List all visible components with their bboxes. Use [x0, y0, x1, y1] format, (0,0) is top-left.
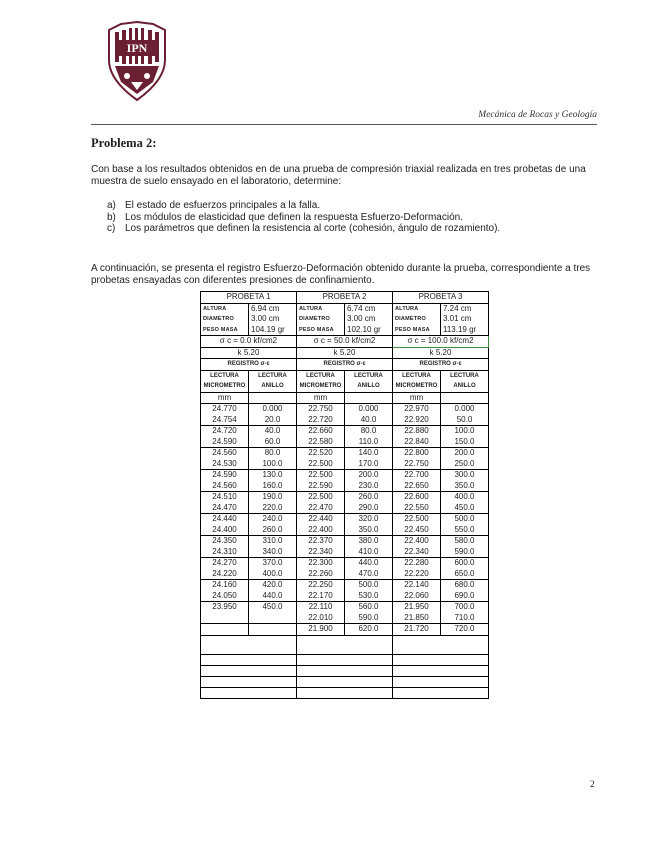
empty-table-row — [201, 676, 489, 687]
micrometro-cell: 22.750 — [297, 404, 345, 415]
micrometro-label: MICROMETRO — [297, 381, 345, 392]
empty-cell — [297, 635, 393, 654]
anillo-cell: 620.0 — [345, 624, 393, 636]
micrometro-cell: 24.310 — [201, 547, 249, 558]
empty-cell — [393, 635, 489, 654]
k-value-1: k 5.20 — [201, 347, 297, 359]
micrometro-cell: 21.900 — [297, 624, 345, 636]
instrument-row — [201, 381, 489, 392]
anillo-cell: 50.0 — [441, 415, 489, 426]
empty-cell — [201, 665, 297, 676]
task-text: Los módulos de elasticidad que definen la respuesta Esfuerzo-Deformación. — [125, 211, 463, 223]
micrometro-cell: 22.500 — [393, 514, 441, 525]
micrometro-cell: 22.260 — [297, 569, 345, 580]
micrometro-cell: 24.220 — [201, 569, 249, 580]
table-row — [201, 437, 489, 448]
micrometro-cell: 24.770 — [201, 404, 249, 415]
micrometro-cell: 22.520 — [297, 448, 345, 459]
lectura-label: LECTURA — [201, 370, 249, 381]
table-row — [201, 415, 489, 426]
anillo-cell: 350.0 — [345, 525, 393, 536]
table-row — [201, 514, 489, 525]
reading-rows — [201, 404, 489, 636]
micrometro-cell: 22.060 — [393, 591, 441, 602]
task-list — [107, 200, 500, 235]
table-row — [201, 591, 489, 602]
empty-cell — [393, 687, 489, 698]
task-item — [107, 200, 500, 212]
anillo-cell: 150.0 — [441, 437, 489, 448]
unit-blank — [441, 392, 489, 404]
micrometro-cell: 21.720 — [393, 624, 441, 636]
anillo-cell: 470.0 — [345, 569, 393, 580]
micrometro-cell: 22.800 — [393, 448, 441, 459]
anillo-cell: 500.0 — [345, 580, 393, 591]
empty-cell — [201, 654, 297, 665]
sigma-c-2: σ c = 50.0 kf/cm2 — [297, 336, 393, 348]
altura-label: ALTURA — [201, 303, 249, 314]
anillo-cell: 680.0 — [441, 580, 489, 591]
empty-cell — [297, 676, 393, 687]
empty-table-row — [201, 665, 489, 676]
anillo-cell: 690.0 — [441, 591, 489, 602]
table-row — [201, 404, 489, 415]
lectura-row — [201, 370, 489, 381]
anillo-cell: 590.0 — [441, 547, 489, 558]
anillo-cell: 200.0 — [441, 448, 489, 459]
anillo-label: ANILLO — [441, 381, 489, 392]
page-number: 2 — [590, 780, 595, 790]
registro-label: REGISTRO σ-ε — [297, 359, 393, 371]
k-value-3: k 5.20 — [393, 347, 489, 359]
diametro-value-3: 3.01 cm — [441, 314, 489, 325]
anillo-cell: 550.0 — [441, 525, 489, 536]
anillo-cell: 590.0 — [345, 613, 393, 624]
lectura-label: LECTURA — [393, 370, 441, 381]
table-row — [201, 426, 489, 437]
anillo-cell: 440.0 — [249, 591, 297, 602]
empty-cell — [393, 665, 489, 676]
unit-mm: mm — [393, 392, 441, 404]
anillo-cell: 720.0 — [441, 624, 489, 636]
intro-paragraph: Con base a los resultados obtenidos en de una prueba de compresión triaxial realizada en tres probetas de una muestra de suelo ensayado en el laboratorio, determine: — [91, 164, 586, 187]
micrometro-cell: 22.140 — [393, 580, 441, 591]
empty-cell — [393, 676, 489, 687]
lectura-label: LECTURA — [441, 370, 489, 381]
anillo-cell: 20.0 — [249, 415, 297, 426]
micrometro-cell: 24.590 — [201, 470, 249, 481]
anillo-cell — [249, 624, 297, 636]
probeta-3-name: PROBETA 3 — [393, 292, 489, 304]
diametro-label: DIAMETRO — [201, 314, 249, 325]
anillo-cell: 650.0 — [441, 569, 489, 580]
micrometro-cell: 22.590 — [297, 481, 345, 492]
micrometro-cell: 22.250 — [297, 580, 345, 591]
sigma-c-3: σ c = 100.0 kf/cm2 — [393, 336, 489, 348]
anillo-cell: 0.000 — [345, 404, 393, 415]
empty-rows — [201, 635, 489, 698]
anillo-cell: 440.0 — [345, 558, 393, 569]
logo-text: IPN — [126, 41, 148, 55]
micrometro-cell: 21.850 — [393, 613, 441, 624]
task-label: a) — [107, 200, 116, 211]
anillo-cell: 420.0 — [249, 580, 297, 591]
table-row — [201, 525, 489, 536]
micrometro-cell: 22.840 — [393, 437, 441, 448]
unit-row — [201, 392, 489, 404]
header-divider — [91, 124, 597, 125]
anillo-cell: 350.0 — [441, 481, 489, 492]
anillo-cell: 700.0 — [441, 602, 489, 613]
altura-label: ALTURA — [393, 303, 441, 314]
micrometro-cell: 22.470 — [297, 503, 345, 514]
micrometro-cell — [201, 624, 249, 636]
registro-row — [201, 359, 489, 371]
anillo-cell: 340.0 — [249, 547, 297, 558]
altura-value-2: 6.74 cm — [345, 303, 393, 314]
peso-value-2: 102.10 gr — [345, 325, 393, 336]
empty-table-row — [201, 635, 489, 654]
empty-cell — [201, 676, 297, 687]
micrometro-cell: 24.510 — [201, 492, 249, 503]
micrometro-cell: 22.170 — [297, 591, 345, 602]
table-row — [201, 613, 489, 624]
anillo-cell: 240.0 — [249, 514, 297, 525]
micrometro-cell: 22.400 — [393, 536, 441, 547]
anillo-cell: 230.0 — [345, 481, 393, 492]
micrometro-cell: 24.350 — [201, 536, 249, 547]
micrometro-cell: 22.400 — [297, 525, 345, 536]
anillo-cell: 300.0 — [441, 470, 489, 481]
anillo-label: ANILLO — [345, 381, 393, 392]
anillo-cell: 600.0 — [441, 558, 489, 569]
altura-row — [201, 303, 489, 314]
micrometro-cell: 24.560 — [201, 448, 249, 459]
sigma-c-1: σ c = 0.0 kf/cm2 — [201, 336, 297, 348]
anillo-cell: 260.0 — [345, 492, 393, 503]
triaxial-data-table — [200, 291, 489, 699]
registro-label: REGISTRO σ-ε — [393, 359, 489, 371]
anillo-cell: 100.0 — [441, 426, 489, 437]
micrometro-cell: 23.950 — [201, 602, 249, 613]
lectura-label: LECTURA — [297, 370, 345, 381]
probeta-2-name: PROBETA 2 — [297, 292, 393, 304]
micrometro-cell: 22.110 — [297, 602, 345, 613]
empty-cell — [297, 687, 393, 698]
peso-value-1: 104.19 gr — [249, 325, 297, 336]
lectura-label: LECTURA — [249, 370, 297, 381]
micrometro-label: MICROMETRO — [393, 381, 441, 392]
micrometro-cell: 21.950 — [393, 602, 441, 613]
micrometro-cell: 22.750 — [393, 459, 441, 470]
table-row — [201, 624, 489, 636]
micrometro-cell: 22.970 — [393, 404, 441, 415]
unit-blank — [345, 392, 393, 404]
task-label: c) — [107, 223, 116, 234]
diametro-label: DIAMETRO — [297, 314, 345, 325]
diametro-label: DIAMETRO — [393, 314, 441, 325]
probeta-1-name: PROBETA 1 — [201, 292, 297, 304]
lectura-label: LECTURA — [345, 370, 393, 381]
empty-cell — [297, 665, 393, 676]
anillo-cell: 40.0 — [249, 426, 297, 437]
empty-table-row — [201, 654, 489, 665]
micrometro-cell: 22.370 — [297, 536, 345, 547]
anillo-cell: 0.000 — [249, 404, 297, 415]
micrometro-cell: 22.600 — [393, 492, 441, 503]
anillo-cell: 500.0 — [441, 514, 489, 525]
anillo-cell: 60.0 — [249, 437, 297, 448]
altura-label: ALTURA — [297, 303, 345, 314]
table-row — [201, 536, 489, 547]
table-row — [201, 470, 489, 481]
task-label: b) — [107, 211, 116, 223]
micrometro-cell: 24.470 — [201, 503, 249, 514]
micrometro-cell: 24.050 — [201, 591, 249, 602]
sigma-c-row — [201, 336, 489, 348]
problem-title: Problema 2: — [91, 136, 157, 150]
table-row — [201, 503, 489, 514]
micrometro-cell: 22.720 — [297, 415, 345, 426]
empty-table-row — [201, 687, 489, 698]
task-text: Los parámetros que definen la resistencia al corte (cohesión, ángulo de rozamiento). — [125, 223, 501, 234]
micrometro-cell: 22.660 — [297, 426, 345, 437]
anillo-cell: 0.000 — [441, 404, 489, 415]
anillo-cell: 370.0 — [249, 558, 297, 569]
anillo-cell: 190.0 — [249, 492, 297, 503]
peso-value-3: 113.19 gr — [441, 325, 489, 336]
micrometro-cell: 24.160 — [201, 580, 249, 591]
anillo-cell: 200.0 — [345, 470, 393, 481]
micrometro-cell — [201, 613, 249, 624]
unit-blank — [249, 392, 297, 404]
peso-label: PESO MASA — [393, 325, 441, 336]
anillo-cell: 100.0 — [249, 459, 297, 470]
k-value-2: k 5.20 — [297, 347, 393, 359]
anillo-cell: 310.0 — [249, 536, 297, 547]
anillo-cell: 380.0 — [345, 536, 393, 547]
micrometro-cell: 24.270 — [201, 558, 249, 569]
k-row — [201, 347, 489, 359]
anillo-cell: 110.0 — [345, 437, 393, 448]
micrometro-cell: 22.550 — [393, 503, 441, 514]
anillo-cell — [249, 613, 297, 624]
anillo-cell: 400.0 — [249, 569, 297, 580]
diametro-value-2: 3.00 cm — [345, 314, 393, 325]
micrometro-cell: 22.300 — [297, 558, 345, 569]
anillo-cell: 130.0 — [249, 470, 297, 481]
registro-label: REGISTRO σ-ε — [201, 359, 297, 371]
anillo-label: ANILLO — [249, 381, 297, 392]
table-intro-paragraph: A continuación, se presenta el registro Esfuerzo-Deformación obtenido durante la prueba, correspondiente a tres probetas ensayadas con diferentes presiones de confinamiento. — [91, 263, 591, 286]
table-row — [201, 580, 489, 591]
micrometro-cell: 22.650 — [393, 481, 441, 492]
micrometro-cell: 24.400 — [201, 525, 249, 536]
table-row — [201, 459, 489, 470]
diametro-value-1: 3.00 cm — [249, 314, 297, 325]
micrometro-cell: 22.500 — [297, 492, 345, 503]
micrometro-cell: 24.590 — [201, 437, 249, 448]
anillo-cell: 400.0 — [441, 492, 489, 503]
micrometro-cell: 22.450 — [393, 525, 441, 536]
micrometro-cell: 22.340 — [297, 547, 345, 558]
anillo-cell: 140.0 — [345, 448, 393, 459]
empty-cell — [201, 687, 297, 698]
anillo-cell: 450.0 — [249, 602, 297, 613]
table-row — [201, 569, 489, 580]
task-item — [107, 223, 500, 235]
table-row — [201, 547, 489, 558]
unit-mm: mm — [201, 392, 249, 404]
micrometro-cell: 24.754 — [201, 415, 249, 426]
micrometro-label: MICROMETRO — [201, 381, 249, 392]
micrometro-cell: 24.530 — [201, 459, 249, 470]
probeta-name-row — [201, 292, 489, 304]
task-item — [107, 212, 500, 224]
diametro-row — [201, 314, 489, 325]
peso-label: PESO MASA — [297, 325, 345, 336]
micrometro-cell: 22.580 — [297, 437, 345, 448]
anillo-cell: 530.0 — [345, 591, 393, 602]
anillo-cell: 410.0 — [345, 547, 393, 558]
table-row — [201, 492, 489, 503]
micrometro-cell: 24.440 — [201, 514, 249, 525]
anillo-cell: 260.0 — [249, 525, 297, 536]
anillo-cell: 80.0 — [345, 426, 393, 437]
anillo-cell: 220.0 — [249, 503, 297, 514]
anillo-cell: 160.0 — [249, 481, 297, 492]
empty-cell — [297, 654, 393, 665]
micrometro-cell: 24.720 — [201, 426, 249, 437]
micrometro-cell: 24.560 — [201, 481, 249, 492]
micrometro-cell: 22.280 — [393, 558, 441, 569]
anillo-cell: 80.0 — [249, 448, 297, 459]
empty-cell — [201, 635, 297, 654]
anillo-cell: 320.0 — [345, 514, 393, 525]
altura-value-1: 6.94 cm — [249, 303, 297, 314]
altura-value-3: 7.24 cm — [441, 303, 489, 314]
anillo-cell: 290.0 — [345, 503, 393, 514]
micrometro-cell: 22.500 — [297, 470, 345, 481]
table-row — [201, 602, 489, 613]
anillo-cell: 560.0 — [345, 602, 393, 613]
peso-row — [201, 325, 489, 336]
unit-mm: mm — [297, 392, 345, 404]
micrometro-cell: 22.920 — [393, 415, 441, 426]
micrometro-cell: 22.880 — [393, 426, 441, 437]
table-row — [201, 481, 489, 492]
course-title: Mecánica de Rocas y Geología — [478, 110, 597, 120]
micrometro-cell: 22.440 — [297, 514, 345, 525]
anillo-cell: 40.0 — [345, 415, 393, 426]
micrometro-cell: 22.220 — [393, 569, 441, 580]
anillo-cell: 450.0 — [441, 503, 489, 514]
anillo-cell: 250.0 — [441, 459, 489, 470]
micrometro-cell: 22.500 — [297, 459, 345, 470]
micrometro-cell: 22.010 — [297, 613, 345, 624]
micrometro-cell: 22.700 — [393, 470, 441, 481]
anillo-cell: 170.0 — [345, 459, 393, 470]
empty-cell — [393, 654, 489, 665]
peso-label: PESO MASA — [201, 325, 249, 336]
table-row — [201, 558, 489, 569]
table-row — [201, 448, 489, 459]
ipn-logo — [101, 20, 173, 104]
micrometro-cell: 22.340 — [393, 547, 441, 558]
anillo-cell: 710.0 — [441, 613, 489, 624]
anillo-cell: 580.0 — [441, 536, 489, 547]
task-text: El estado de esfuerzos principales a la falla. — [125, 200, 321, 211]
